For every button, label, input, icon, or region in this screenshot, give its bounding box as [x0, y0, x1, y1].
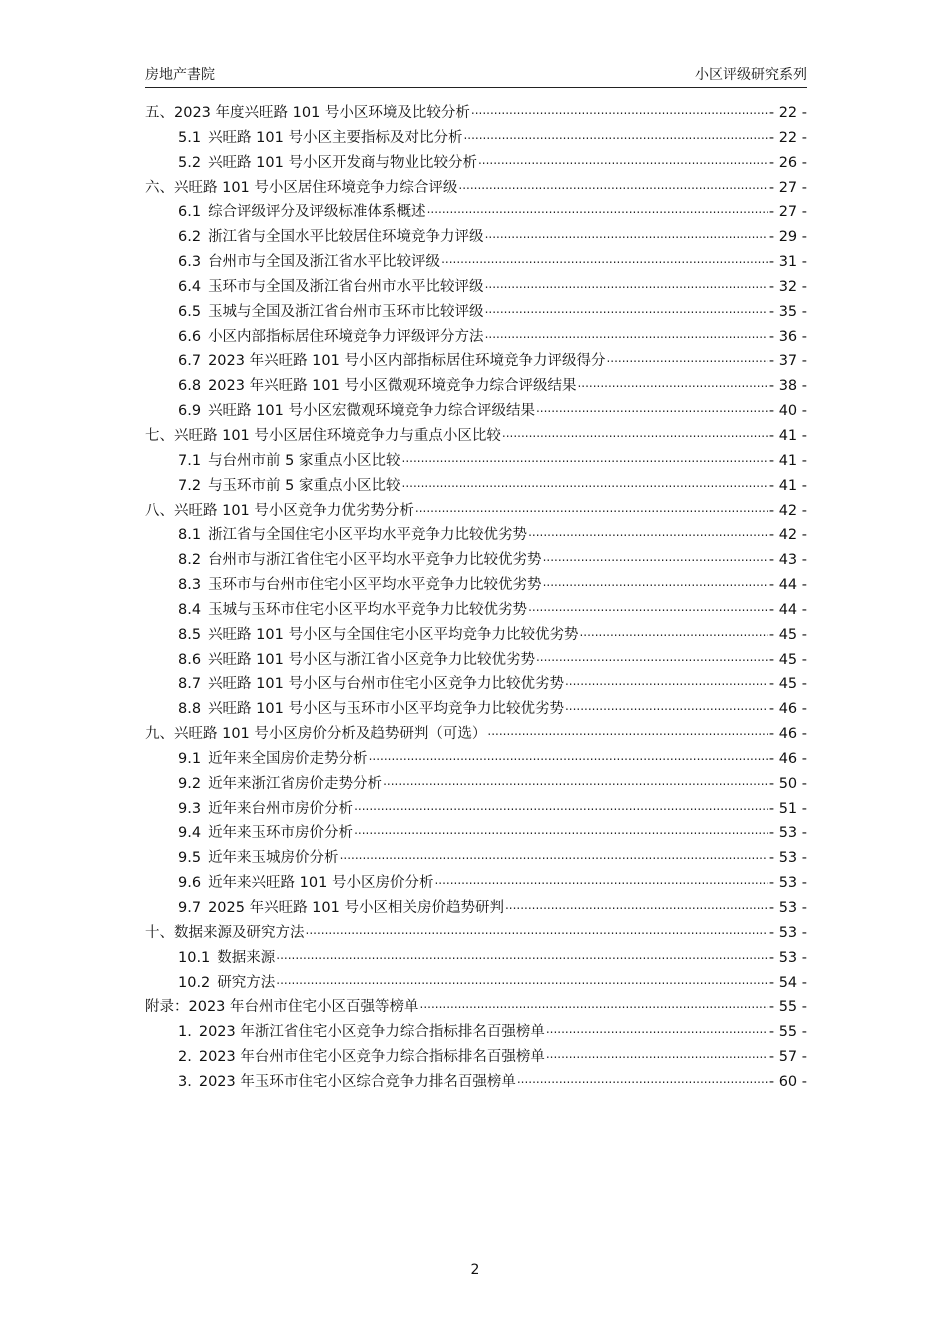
toc-entry[interactable]	[145, 548, 807, 573]
toc-entry[interactable]	[145, 250, 807, 275]
toc-entry[interactable]	[145, 499, 807, 524]
toc-entry-number: 6.8	[178, 378, 202, 395]
toc-entry-page: - 43 -	[768, 552, 807, 569]
toc-dot-leader	[543, 575, 768, 590]
toc-entry[interactable]	[145, 821, 807, 846]
toc-entry-title: 2023 年浙江省住宅小区竞争力综合指标排名百强榜单	[198, 1024, 545, 1041]
toc-entry-page: - 22 -	[768, 105, 807, 121]
toc-entry[interactable]	[145, 648, 807, 673]
toc-entry-title: 台州市与全国及浙江省水平比较评级	[208, 254, 441, 271]
toc-entry-page: - 53 -	[768, 900, 807, 916]
toc-entry-number: 6.4	[178, 278, 202, 295]
toc-entry[interactable]	[145, 474, 807, 499]
toc-entry-page: - 53 -	[768, 924, 807, 941]
toc-entry[interactable]	[145, 176, 807, 201]
toc-entry[interactable]	[145, 325, 807, 350]
toc-entry-number: 8.8	[178, 701, 202, 718]
toc-dot-leader	[565, 699, 768, 714]
toc-entry-page: - 37 -	[768, 353, 807, 370]
toc-entry-page: - 45 -	[768, 651, 807, 668]
toc-entry[interactable]	[145, 126, 807, 151]
toc-dot-leader	[434, 873, 767, 888]
toc-entry[interactable]	[145, 921, 807, 946]
toc-entry-title: 五、2023 年度兴旺路 101 号小区环境及比较分析	[145, 105, 470, 121]
toc-entry-number: 3.	[178, 1073, 192, 1090]
toc-entry-title: 小区内部指标居住环境竞争力评级评分方法	[208, 328, 484, 345]
toc-dot-leader	[517, 1071, 768, 1086]
toc-dot-leader	[546, 1022, 768, 1037]
toc-entry[interactable]	[145, 971, 807, 996]
toc-entry-title: 与台州市前 5 家重点小区比较	[208, 452, 401, 469]
toc-entry-page: - 41 -	[768, 427, 807, 444]
toc-dot-leader	[502, 425, 768, 440]
toc-entry-number: 9.6	[178, 875, 202, 892]
toc-entry-page: - 44 -	[768, 601, 807, 618]
toc-dot-leader	[402, 475, 768, 490]
toc-entry-page: - 46 -	[768, 726, 807, 743]
toc-entry[interactable]	[145, 349, 807, 374]
toc-entry[interactable]	[145, 772, 807, 797]
toc-entry-number: 8.7	[178, 676, 202, 693]
toc-dot-leader	[478, 152, 768, 167]
toc-entry-title: 兴旺路 101 号小区与全国住宅小区平均竞争力比较优劣势	[208, 626, 579, 643]
toc-entry-page: - 44 -	[768, 577, 807, 594]
toc-entry-page: - 51 -	[768, 800, 807, 817]
toc-entry-number: 9.1	[178, 750, 202, 767]
toc-entry-number: 2.	[178, 1049, 192, 1066]
toc-entry-title: 玉城与全国及浙江省台州市玉环市比较评级	[208, 303, 484, 320]
toc-entry[interactable]	[145, 1045, 807, 1070]
toc-entry-number: 6.7	[178, 353, 202, 370]
toc-dot-leader	[536, 649, 768, 664]
toc-entry[interactable]	[145, 722, 807, 747]
toc-dot-leader	[579, 624, 767, 639]
toc-entry-page: - 46 -	[768, 701, 807, 718]
toc-entry-number: 8.2	[178, 552, 202, 569]
toc-entry-number: 7.2	[178, 477, 202, 494]
toc-entry-page: - 31 -	[768, 254, 807, 271]
toc-entry[interactable]	[145, 672, 807, 697]
page-header	[145, 66, 807, 88]
toc-entry-page: - 22 -	[768, 129, 807, 146]
toc-dot-leader	[427, 202, 768, 217]
toc-entry-number: 6.1	[178, 204, 202, 221]
toc-entry[interactable]	[145, 300, 807, 325]
toc-entry-title: 兴旺路 101 号小区与台州市住宅小区竞争力比较优劣势	[208, 676, 564, 693]
toc-entry-title: 数据来源	[217, 949, 276, 966]
toc-dot-leader	[606, 351, 767, 366]
toc-dot-leader	[340, 848, 768, 863]
toc-entry-page: - 60 -	[768, 1073, 807, 1090]
toc-entry-page: - 27 -	[768, 204, 807, 221]
toc-entry-title: 八、兴旺路 101 号小区竞争力优劣势分析	[145, 502, 414, 519]
toc-entry-page: - 42 -	[768, 502, 807, 519]
toc-entry-title: 近年来台州市房价分析	[208, 800, 354, 817]
toc-entry-number: 10.2	[178, 974, 211, 991]
toc-entry-number: 9.5	[178, 850, 202, 867]
toc-dot-leader	[565, 674, 768, 689]
toc-entry-title: 玉城与玉环市住宅小区平均水平竞争力比较优劣势	[208, 601, 528, 618]
toc-entry-number: 6.9	[178, 403, 202, 420]
toc-dot-leader	[543, 550, 768, 565]
toc-dot-leader	[528, 525, 768, 540]
toc-entry-title: 九、兴旺路 101 号小区房价分析及趋势研判（可选）	[145, 726, 487, 743]
toc-entry-page: - 53 -	[768, 850, 807, 867]
toc-entry-number: 8.1	[178, 527, 202, 544]
toc-entry-title: 2023 年台州市住宅小区竞争力综合指标排名百强榜单	[198, 1049, 545, 1066]
toc-entry-number: 5.1	[178, 129, 202, 146]
toc-dot-leader	[306, 922, 768, 937]
toc-entry-title: 附录：2023 年台州市住宅小区百强等榜单	[145, 999, 419, 1016]
toc-entry-title: 十、数据来源及研究方法	[145, 924, 305, 941]
toc-entry[interactable]	[145, 995, 807, 1020]
toc-entry-number: 9.4	[178, 825, 202, 842]
toc-entry-number: 8.6	[178, 651, 202, 668]
toc-dot-leader	[383, 773, 768, 788]
toc-entry-page: - 45 -	[768, 676, 807, 693]
toc-entry-title: 近年来玉环市房价分析	[208, 825, 354, 842]
toc-entry-page: - 40 -	[768, 403, 807, 420]
toc-entry-number: 7.1	[178, 452, 202, 469]
toc-entry-title: 2025 年兴旺路 101 号小区相关房价趋势研判	[208, 900, 504, 916]
toc-entry-title: 与玉环市前 5 家重点小区比较	[208, 477, 401, 494]
toc-entry-title: 兴旺路 101 号小区与浙江省小区竞争力比较优劣势	[208, 651, 535, 668]
toc-entry-title: 近年来兴旺路 101 号小区房价分析	[208, 875, 434, 892]
toc-entry-page: - 55 -	[768, 999, 807, 1016]
toc-entry-page: - 45 -	[768, 626, 807, 643]
toc-entry-page: - 29 -	[768, 229, 807, 246]
toc-entry-title: 近年来玉城房价分析	[208, 850, 339, 867]
toc-entry-page: - 41 -	[768, 452, 807, 469]
toc-entry-title: 近年来浙江省房价走势分析	[208, 775, 383, 792]
toc-entry-title: 浙江省与全国水平比较居住环境竞争力评级	[208, 229, 484, 246]
toc-entry-page: - 57 -	[768, 1049, 807, 1066]
toc-entry-title: 综合评级评分及评级标准体系概述	[208, 204, 426, 221]
toc-entry-page: - 53 -	[768, 825, 807, 842]
toc-entry-number: 6.2	[178, 229, 202, 246]
toc-entry[interactable]	[145, 871, 807, 896]
toc-entry-number: 1.	[178, 1024, 192, 1041]
header-right: 小区评级研究系列	[695, 67, 807, 83]
toc-entry-title: 玉环市与全国及浙江省台州市水平比较评级	[208, 278, 484, 295]
toc-dot-leader	[485, 301, 768, 316]
toc-entry-number: 9.7	[178, 900, 202, 916]
toc-entry-number: 6.6	[178, 328, 202, 345]
page-number: 2	[470, 1262, 480, 1278]
toc-dot-leader	[354, 823, 768, 838]
toc-entry[interactable]	[145, 598, 807, 623]
toc-dot-leader	[276, 972, 768, 987]
toc-entry-title: 2023 年玉环市住宅小区综合竞争力排名百强榜单	[198, 1073, 516, 1090]
toc-dot-leader	[487, 724, 767, 739]
toc-entry-title: 兴旺路 101 号小区宏微观环境竞争力综合评级结果	[208, 403, 535, 420]
toc-entry-title: 研究方法	[217, 974, 276, 991]
header-left: 房地产書院	[145, 67, 215, 83]
toc-entry-number: 8.3	[178, 577, 202, 594]
toc-entry[interactable]	[145, 846, 807, 871]
toc-entry[interactable]	[145, 797, 807, 822]
toc-entry-number: 8.4	[178, 601, 202, 618]
toc-entry-page: - 42 -	[768, 527, 807, 544]
toc-dot-leader	[577, 376, 767, 391]
toc-entry-page: - 54 -	[768, 974, 807, 991]
toc-entry-number: 9.2	[178, 775, 202, 792]
toc-dot-leader	[485, 276, 768, 291]
toc-entry[interactable]	[145, 896, 807, 921]
toc-entry-title: 台州市与浙江省住宅小区平均水平竞争力比较优劣势	[208, 552, 542, 569]
toc-entry[interactable]	[145, 1020, 807, 1045]
toc-entry-page: - 36 -	[768, 328, 807, 345]
toc-dot-leader	[485, 326, 768, 341]
toc-entry-number: 6.5	[178, 303, 202, 320]
toc-entry-title: 七、兴旺路 101 号小区居住环境竞争力与重点小区比较	[145, 427, 501, 444]
toc-dot-leader	[485, 227, 768, 242]
toc-entry-title: 兴旺路 101 号小区开发商与物业比较分析	[208, 154, 477, 171]
toc-dot-leader	[546, 1047, 768, 1062]
toc-dot-leader	[369, 748, 768, 763]
toc-entry-page: - 53 -	[768, 949, 807, 966]
toc-entry[interactable]	[145, 449, 807, 474]
toc-entry-page: - 27 -	[768, 179, 807, 196]
toc-entry-number: 10.1	[178, 949, 211, 966]
toc-entry-number: 8.5	[178, 626, 202, 643]
toc-entry[interactable]	[145, 374, 807, 399]
toc-entry[interactable]	[145, 399, 807, 424]
toc-entry-page: - 55 -	[768, 1024, 807, 1041]
toc-entry[interactable]	[145, 573, 807, 598]
toc-entry[interactable]	[145, 424, 807, 449]
toc-dot-leader	[471, 103, 768, 118]
toc-entry-page: - 41 -	[768, 477, 807, 494]
toc-entry[interactable]	[145, 275, 807, 300]
toc-dot-leader	[276, 947, 768, 962]
toc-dot-leader	[415, 500, 768, 515]
toc-entry-page: - 50 -	[768, 775, 807, 792]
toc-dot-leader	[354, 798, 768, 813]
toc-entry[interactable]	[145, 225, 807, 250]
toc-dot-leader	[463, 127, 767, 142]
toc-entry[interactable]	[145, 747, 807, 772]
toc-dot-leader	[536, 401, 768, 416]
toc-dot-leader	[528, 599, 768, 614]
toc-entry-title: 2023 年兴旺路 101 号小区微观环境竞争力综合评级结果	[208, 378, 577, 395]
toc-entry-title: 兴旺路 101 号小区与玉环市小区平均竞争力比较优劣势	[208, 701, 564, 718]
toc-dot-leader	[402, 450, 768, 465]
toc-entry-title: 玉环市与台州市住宅小区平均水平竞争力比较优劣势	[208, 577, 542, 594]
toc-dot-leader	[505, 898, 768, 913]
toc-entry[interactable]	[145, 101, 807, 126]
table-of-contents	[145, 101, 807, 1095]
toc-entry[interactable]	[145, 697, 807, 722]
toc-entry-page: - 53 -	[768, 875, 807, 892]
toc-entry-title: 六、兴旺路 101 号小区居住环境竞争力综合评级	[145, 179, 458, 196]
toc-dot-leader	[420, 997, 768, 1012]
toc-dot-leader	[441, 252, 768, 267]
toc-entry-title: 兴旺路 101 号小区主要指标及对比分析	[208, 129, 463, 146]
toc-entry-page: - 26 -	[768, 154, 807, 171]
toc-entry[interactable]	[145, 523, 807, 548]
toc-entry-title: 近年来全国房价走势分析	[208, 750, 368, 767]
toc-dot-leader	[458, 177, 767, 192]
toc-entry-number: 5.2	[178, 154, 202, 171]
toc-entry[interactable]	[145, 623, 807, 648]
toc-entry-page: - 32 -	[768, 278, 807, 295]
toc-entry-page: - 46 -	[768, 750, 807, 767]
toc-entry[interactable]	[145, 200, 807, 225]
toc-entry[interactable]	[145, 1070, 807, 1095]
toc-entry-number: 6.3	[178, 254, 202, 271]
toc-entry[interactable]	[145, 946, 807, 971]
toc-entry-page: - 35 -	[768, 303, 807, 320]
toc-entry[interactable]	[145, 151, 807, 176]
toc-entry-page: - 38 -	[768, 378, 807, 395]
toc-entry-number: 9.3	[178, 800, 202, 817]
toc-entry-title: 2023 年兴旺路 101 号小区内部指标居住环境竞争力评级得分	[208, 353, 606, 370]
toc-entry-title: 浙江省与全国住宅小区平均水平竞争力比较优劣势	[208, 527, 528, 544]
